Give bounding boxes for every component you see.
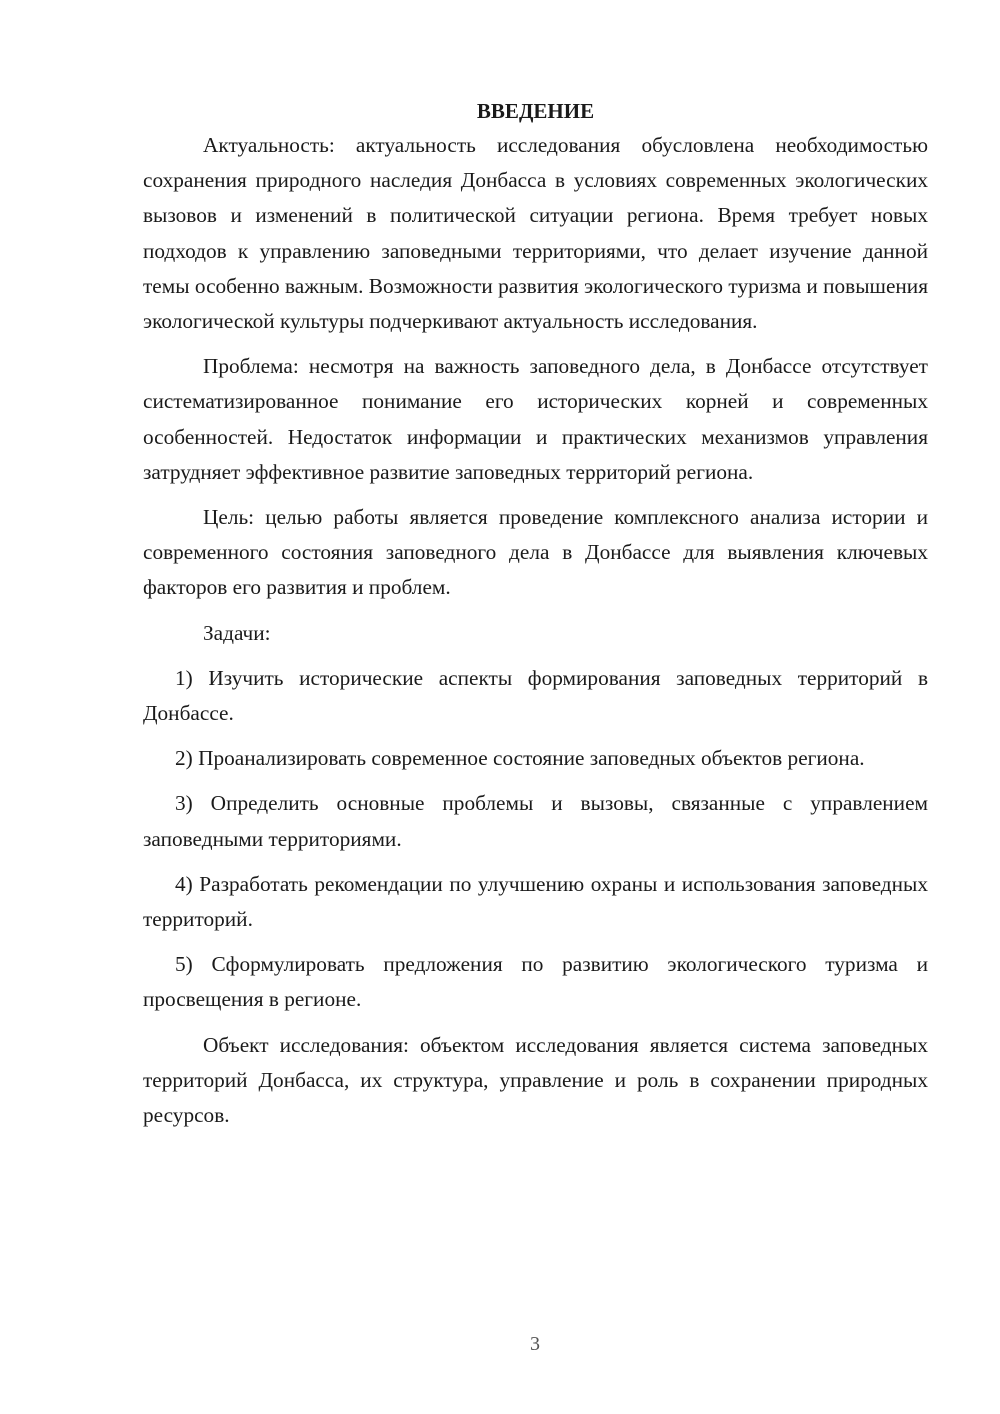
relevance-paragraph: Актуальность: актуальность исследования обусловлена необходимостью сохранения природного наследия Донбасса в условиях современных экологических вызовов и изменений в политической ситуации региона. Время требует новых подходов к управлению заповедными территориями, что делает изучение данной темы особенно важным. Возможности развития экологического туризма и повышения экологической культуры подчеркивают актуальность исследования. xyxy=(143,133,928,334)
document-page xyxy=(143,96,928,1143)
tasks-heading: Задачи: xyxy=(203,620,271,645)
task-item-2: 2) Проанализировать современное состояние заповедных объектов региона. xyxy=(175,746,865,771)
task-item-1: 1) Изучить исторические аспекты формирования заповедных территорий в Донбассе. xyxy=(143,665,928,726)
object-paragraph: Объект исследования: объектом исследования является система заповедных территорий Донбасса, их структура, управление и роль в сохранении природных ресурсов. xyxy=(143,1032,928,1128)
goal-paragraph: Цель: целью работы является проведение комплексного анализа истории и современного состояния заповедного дела в Донбассе для выявления ключевых факторов его развития и проблем. xyxy=(143,505,928,600)
task-item-5: 5) Сформулировать предложения по развитию экологического туризма и просвещения в регионе. xyxy=(143,952,928,1012)
task-item-4: 4) Разработать рекомендации по улучшению охраны и использования заповедных территорий. xyxy=(143,871,928,932)
page-title: ВВЕДЕНИЕ xyxy=(476,99,595,123)
problem-paragraph: Проблема: несмотря на важность заповедного дела, в Донбассе отсутствует систематизированное понимание его исторических корней и современных особенностей. Недостаток информации и практических механизмов управления затрудняет эффективное развитие заповедных территорий региона. xyxy=(143,354,928,484)
task-item-3: 3) Определить основные проблемы и вызовы, связанные с управлением заповедными территориями. xyxy=(143,791,928,851)
page-number: 3 xyxy=(530,1333,540,1355)
